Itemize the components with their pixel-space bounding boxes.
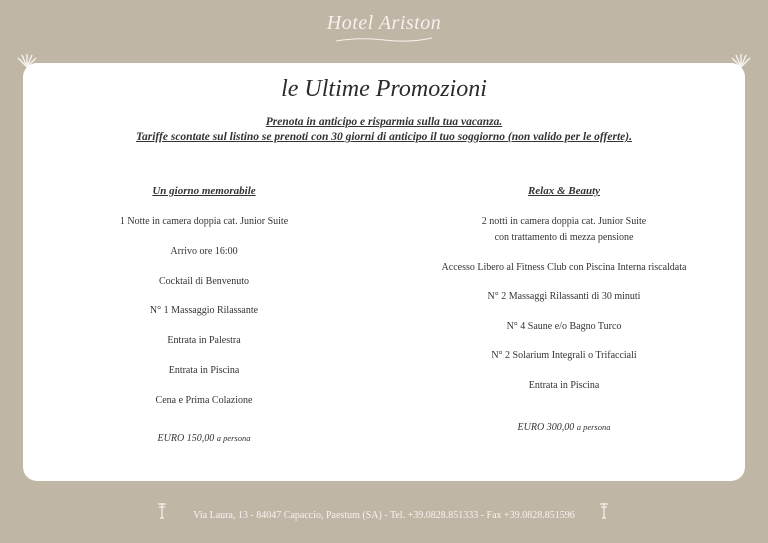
offer-item: N° 1 Massaggio Rilassante bbox=[149, 305, 259, 316]
hotel-logo: Hotel Ariston bbox=[326, 12, 442, 34]
offer-price bbox=[88, 433, 320, 444]
footer-contact: Via Laura, 13 - 84047 Capaccio, Paestum (SA) - Tel. +39.0828.851333 - Fax +39.0828.851596 bbox=[193, 510, 575, 521]
offer-item: con trattamento di mezza pensione bbox=[494, 232, 634, 243]
offer-item: Entrata in Palestra bbox=[167, 335, 241, 346]
lamp-ornament-icon bbox=[598, 501, 610, 519]
offer-item: N° 2 Solarium Integrali o Trifacciali bbox=[491, 350, 637, 361]
price-unit: a persona bbox=[216, 433, 251, 443]
price-unit: a persona bbox=[576, 422, 611, 432]
offer-item: Arrivo ore 16:00 bbox=[170, 246, 238, 257]
offer-heading: Relax & Beauty bbox=[527, 185, 601, 197]
offer-item: Accesso Libero al Fitness Club con Piscina Interna riscaldata bbox=[441, 262, 687, 273]
offer-item: 2 notti in camera doppia cat. Junior Suite bbox=[481, 216, 647, 227]
offer-item: Cocktail di Benvenuto bbox=[159, 276, 249, 287]
offer-item: N° 2 Massaggi Rilassanti di 30 minuti bbox=[487, 291, 641, 302]
offer-heading: Un giorno memorabile bbox=[152, 185, 256, 197]
page-title: le Ultime Promozioni bbox=[281, 76, 487, 102]
price-amount: EURO 150,00 bbox=[157, 433, 215, 444]
logo-flourish-icon bbox=[334, 36, 434, 44]
offer-item: N° 4 Saune e/o Bagno Turco bbox=[506, 321, 622, 332]
offer-item: 1 Notte in camera doppia cat. Junior Suite bbox=[119, 216, 289, 227]
intro-line: Prenota in anticipo e risparmia sulla tua vacanza. bbox=[265, 116, 503, 128]
price-amount: EURO 300,00 bbox=[517, 422, 575, 433]
offer-item: Entrata in Piscina bbox=[528, 380, 600, 391]
offer-item: Cena e Prima Colazione bbox=[155, 395, 253, 406]
offer-item: Entrata in Piscina bbox=[168, 365, 240, 376]
offer-price bbox=[414, 422, 714, 433]
intro-line: Tariffe scontate sul listino se prenoti con 30 giorni di anticipo il tuo soggiorno (non valido per le offerte). bbox=[136, 131, 632, 143]
